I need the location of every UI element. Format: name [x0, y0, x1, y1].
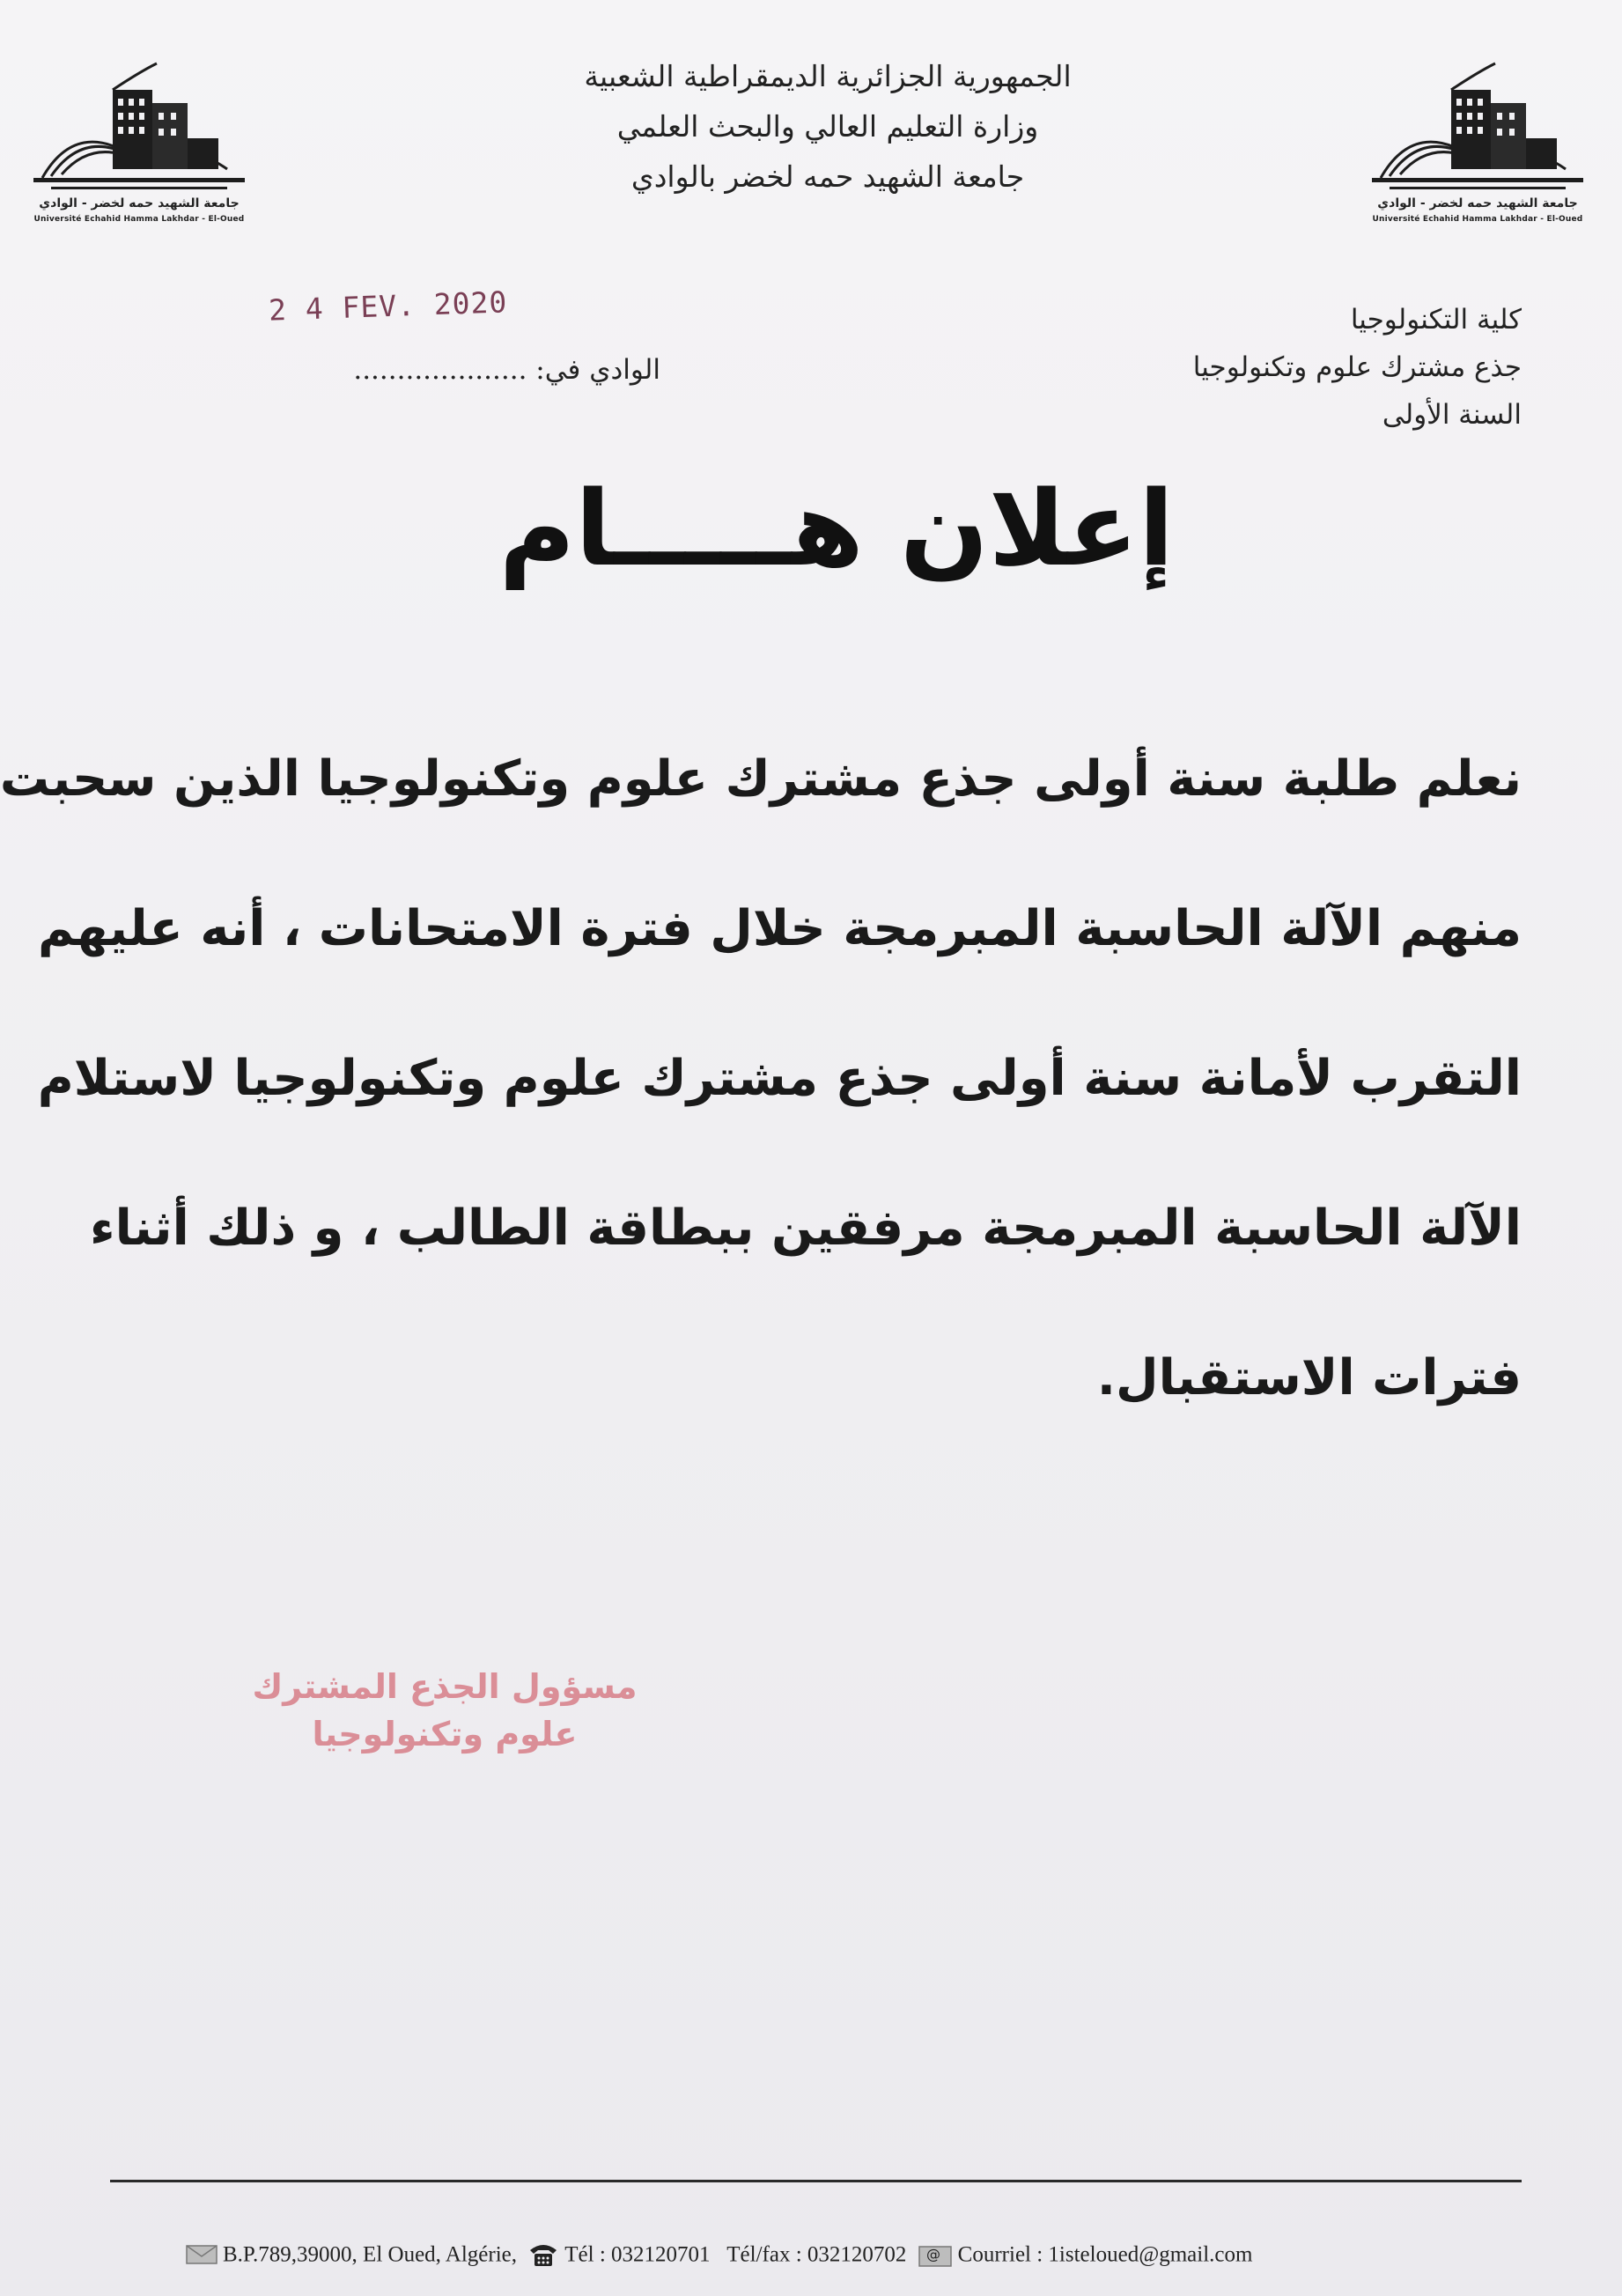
footer-address: B.P.789,39000, El Oued, Algérie, — [223, 2242, 518, 2267]
footer-email: Courriel : 1isteloued@gmail.com — [957, 2242, 1253, 2267]
faculty-name: كلية التكنولوجيا — [1350, 304, 1522, 336]
body-line: نعلم طلبة سنة أولى جذع مشترك علوم وتكنولوجيا الذين سحبت — [0, 750, 1522, 808]
footer-contact — [181, 2241, 1528, 2277]
footer-telfax: Tél/fax : 032120702 — [726, 2242, 907, 2267]
footer-divider — [110, 2180, 1522, 2182]
date-stamp: 2 4 FEV. 2020 — [268, 284, 508, 328]
letterhead — [493, 51, 1162, 202]
body-line: فترات الاستقبال. — [1096, 1349, 1522, 1406]
envelope-icon — [186, 2244, 217, 2265]
logo-arabic-name: جامعة الشهيد حمه لخضر - الوادي — [1377, 196, 1578, 210]
university-logo-right — [1363, 55, 1592, 240]
header-republic: الجمهورية الجزائرية الديمقراطية الشعبية — [584, 59, 1072, 93]
signature-department: علوم وتكنولوجيا — [312, 1715, 578, 1753]
header-ministry: وزارة التعليم العالي والبحث العلمي — [616, 109, 1039, 144]
university-building-icon — [1363, 55, 1592, 204]
body-line: منهم الآلة الحاسبة المبرمجة خلال فترة الامتحانات ، أنه عليهم — [37, 900, 1522, 957]
signature-stamp — [251, 1663, 638, 1758]
header-university: جامعة الشهيد حمه لخضر بالوادي — [630, 159, 1025, 194]
body-line: التقرب لأمانة سنة أولى جذع مشترك علوم وتكنولوجيا لاستلام — [37, 1050, 1522, 1107]
logo-french-name: Université Echahid Hamma Lakhdar - El-Oued — [1372, 215, 1583, 224]
announcement-body — [0, 705, 1522, 1453]
department-name: جذع مشترك علوم وتكنولوجيا — [1192, 351, 1522, 383]
telephone-icon — [527, 2241, 559, 2268]
logo-french-name: Université Echahid Hamma Lakhdar - El-Oued — [33, 215, 245, 224]
logo-arabic-name: جامعة الشهيد حمه لخضر - الوادي — [39, 196, 240, 210]
faculty-block — [969, 296, 1522, 439]
university-logo-left — [25, 55, 254, 240]
study-year: السنة الأولى — [1382, 399, 1522, 431]
at-sign-icon — [918, 2241, 953, 2268]
body-line: الآلة الحاسبة المبرمجة مرفقين ببطاقة الطالب ، و ذلك أثناء — [90, 1200, 1522, 1257]
place-date-line: الوادي في: .................... — [353, 354, 660, 386]
footer-tel: Tél : 032120701 — [564, 2242, 711, 2267]
svg-text:@: @ — [925, 2246, 940, 2263]
signature-title: مسؤول الجذع المشترك — [252, 1667, 638, 1706]
announcement-title: إعلان هـــــام — [498, 468, 1175, 589]
university-building-icon — [25, 55, 254, 204]
